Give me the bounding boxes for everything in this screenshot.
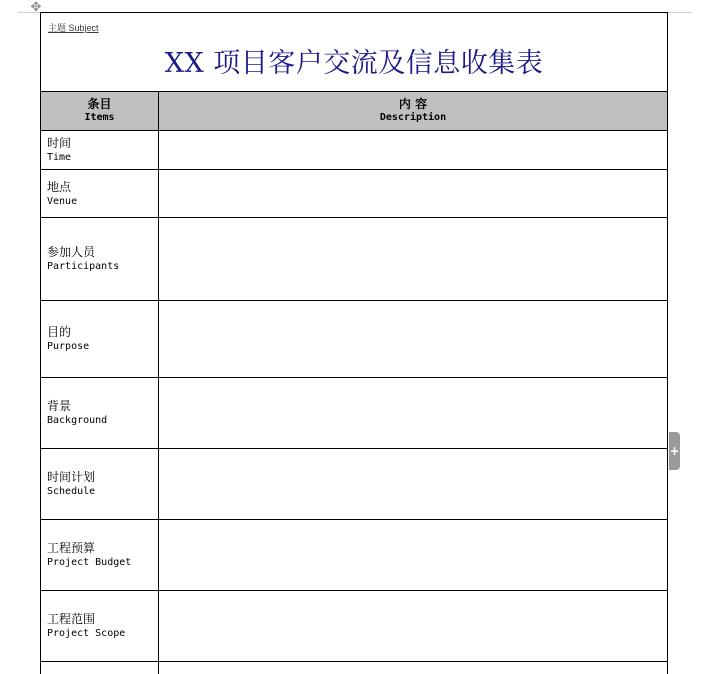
item-cell-next[interactable] [41, 662, 159, 674]
table-row [41, 131, 668, 170]
item-label-en: Background [47, 415, 108, 426]
item-label-cn: 地点 [47, 179, 72, 194]
description-cell-project-budget[interactable] [159, 520, 668, 591]
description-cell-background[interactable] [159, 378, 668, 449]
item-label-en: Participants [47, 261, 120, 272]
document-title: XX 项目客户交流及信息收集表 [164, 48, 544, 79]
info-collection-table [40, 12, 668, 674]
item-label-en: Project Budget [47, 557, 132, 568]
header-description-en: Description [379, 112, 447, 123]
table-row [41, 378, 668, 449]
item-cell-project-budget[interactable] [41, 520, 159, 591]
header-items-cn: 条目 [87, 97, 112, 111]
item-label-cn: 工程预算 [47, 541, 96, 555]
description-cell-purpose[interactable] [159, 301, 668, 378]
item-label-en: Time [47, 152, 72, 163]
item-label-cn: 目的 [47, 325, 72, 339]
item-label-en: Project Scope [47, 628, 126, 639]
item-label-cn: 时间计划 [47, 470, 96, 484]
header-items-cell [41, 92, 159, 131]
description-cell-schedule[interactable] [159, 449, 668, 520]
item-cell-project-scope[interactable] [41, 591, 159, 662]
header-items-en: Items [84, 112, 115, 123]
description-cell-time[interactable] [159, 131, 668, 170]
header-description-cn: 内 容 [398, 97, 428, 111]
description-cell-project-scope[interactable] [159, 591, 668, 662]
item-cell-schedule[interactable] [41, 449, 159, 520]
table-row [41, 301, 668, 378]
table-row [41, 662, 668, 674]
table-row [41, 170, 668, 218]
item-cell-purpose[interactable] [41, 301, 159, 378]
table-row [41, 520, 668, 591]
item-label-en: Schedule [47, 486, 96, 497]
description-cell-participants[interactable] [159, 218, 668, 301]
description-cell-next[interactable] [159, 662, 668, 674]
title-cell[interactable] [41, 13, 668, 92]
header-description-cell [159, 92, 668, 131]
title-row [41, 13, 668, 92]
item-cell-time[interactable] [41, 131, 159, 170]
item-label-cn: 参加人员 [47, 245, 96, 259]
item-label-cn: 时间 [47, 136, 72, 150]
item-cell-participants[interactable] [41, 218, 159, 301]
table-row [41, 591, 668, 662]
item-label-cn: 背景 [47, 399, 72, 413]
table-row [41, 218, 668, 301]
margin-mark-right [668, 12, 692, 13]
item-label-en: Venue [47, 195, 78, 207]
item-cell-background[interactable] [41, 378, 159, 449]
item-label-cn: 工程范围 [47, 612, 96, 626]
item-label-en: Purpose [47, 341, 90, 352]
add-row-plus-icon[interactable]: + [669, 432, 680, 470]
table-move-handle-icon[interactable]: ✥ [30, 0, 42, 15]
table-row [41, 449, 668, 520]
description-cell-venue[interactable] [159, 170, 668, 218]
subject-label: 主题 Subject [48, 23, 99, 33]
header-row [41, 92, 668, 131]
item-cell-venue[interactable] [41, 170, 159, 218]
